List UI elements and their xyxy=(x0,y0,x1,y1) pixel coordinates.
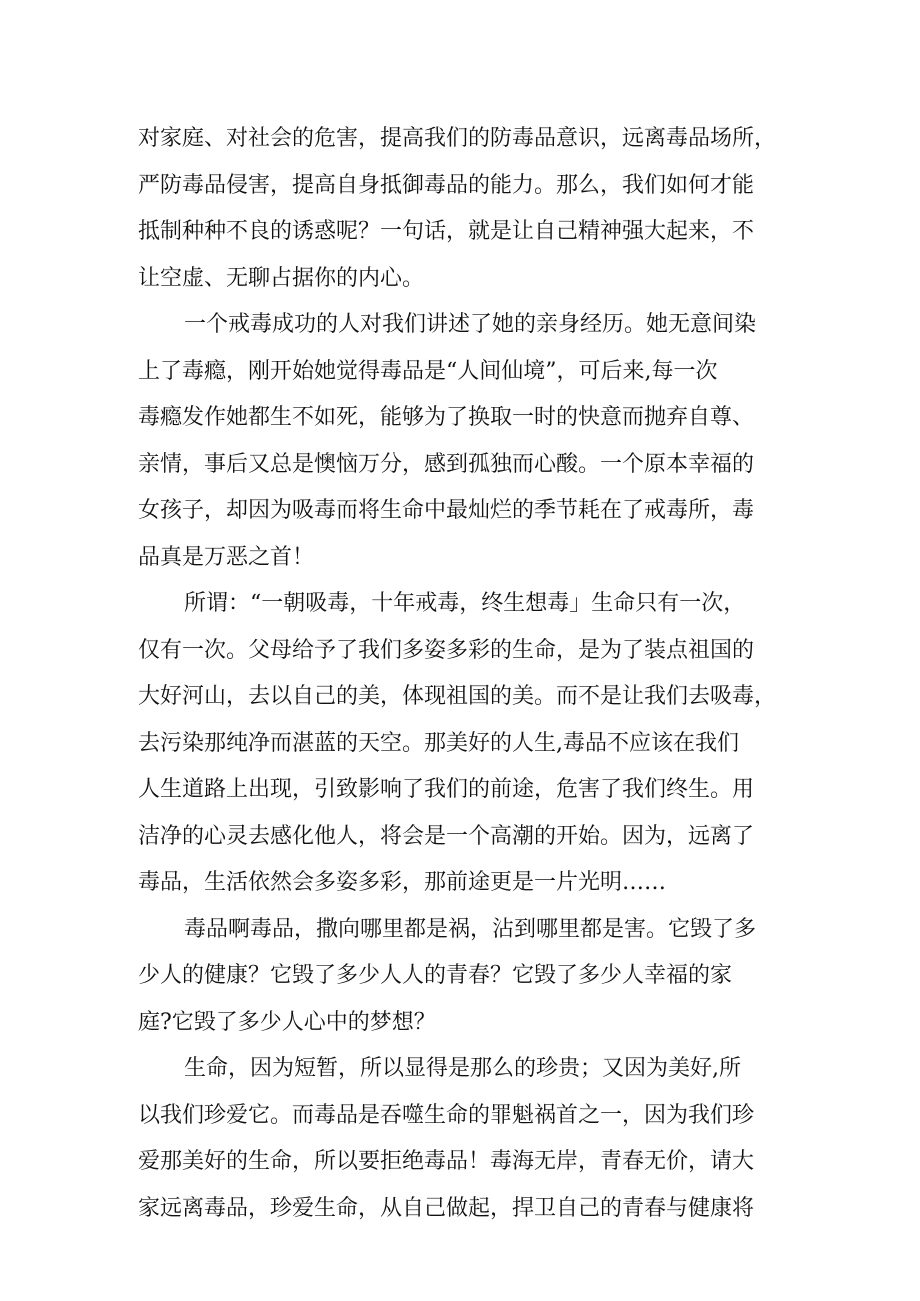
text-line: 毒品，生活依然会多姿多彩，那前途更是一片光明…… xyxy=(138,870,667,895)
text-line: 品真是万恶之首！ xyxy=(138,544,315,570)
text-line: 仅有一次。父母给予了我们多姿多彩的生命，是为了装点祖国的 xyxy=(138,637,755,663)
text-line: 去污染那纯净而湛蓝的天空。那美好的人生,毒品不应该在我们 xyxy=(138,730,739,756)
text-line: 爱那美好的生命，所以要拒绝毒品！毒海无岸，青春无价，请大 xyxy=(138,1149,755,1174)
paragraph xyxy=(138,116,818,302)
text-line: 上了毒瘾，刚开始她觉得毒品是“人间仙境”，可后来,每一次 xyxy=(138,358,718,384)
text-line: 毒瘾发作她都生不如死，能够为了换取一时的快意而抛弃自尊、 xyxy=(138,405,755,430)
text-line: 严防毒品侵害，提高自身抵御毒品的能力。那么，我们如何才能 xyxy=(138,172,755,198)
document-body xyxy=(138,116,818,1232)
text-line: 所谓：“一朝吸毒，十年戒毒，终生想毒」生命只有一次， xyxy=(184,591,746,616)
text-line: 毒品啊毒品，撒向哪里都是祸，沾到哪里都是害。它毁了多 xyxy=(184,916,757,942)
text-line: 少人的健康？它毁了多少人人的青春？它毁了多少人幸福的家 xyxy=(138,963,733,988)
text-line: 抵制种种不良的诱惑呢？一句话，就是让自己精神强大起来，不 xyxy=(138,219,755,244)
text-line: 洁净的心灵去感化他人，将会是一个高潮的开始。因为，远离了 xyxy=(138,823,755,849)
text-line: 让空虚、无聊占据你的内心。 xyxy=(138,265,425,291)
text-line: 以我们珍爱它。而毒品是吞噬生命的罪魁祸首之一，因为我们珍 xyxy=(138,1102,755,1128)
paragraph xyxy=(138,907,818,1047)
text-line: 女孩子，却因为吸毒而将生命中最灿烂的季节耗在了戒毒所，毒 xyxy=(138,498,755,523)
paragraph xyxy=(138,302,818,581)
text-line: 对家庭、对社会的危害，提高我们的防毒品意识，远离毒品场所， xyxy=(138,126,777,151)
text-line: 生命，因为短暂，所以显得是那么的珍贵；又因为美好,所 xyxy=(184,1056,741,1081)
text-line: 庭?它毁了多少人心中的梦想？ xyxy=(138,1009,436,1035)
text-line: 大好河山，去以自己的美，体现祖国的美。而不是让我们去吸毒， xyxy=(138,684,777,709)
text-line: 人生道路上出现，引致影响了我们的前途，危害了我们终生。用 xyxy=(138,777,755,802)
text-line: 一个戒毒成功的人对我们讲述了她的亲身经历。她无意间染 xyxy=(184,312,757,337)
text-line: 亲情，事后又总是懊恼万分，感到孤独而心酸。一个原本幸福的 xyxy=(138,451,755,477)
text-line: 家远离毒品，珍爱生命，从自己做起，捍卫自己的青春与健康将 xyxy=(138,1195,755,1221)
paragraph xyxy=(138,581,818,907)
paragraph xyxy=(138,1046,818,1232)
